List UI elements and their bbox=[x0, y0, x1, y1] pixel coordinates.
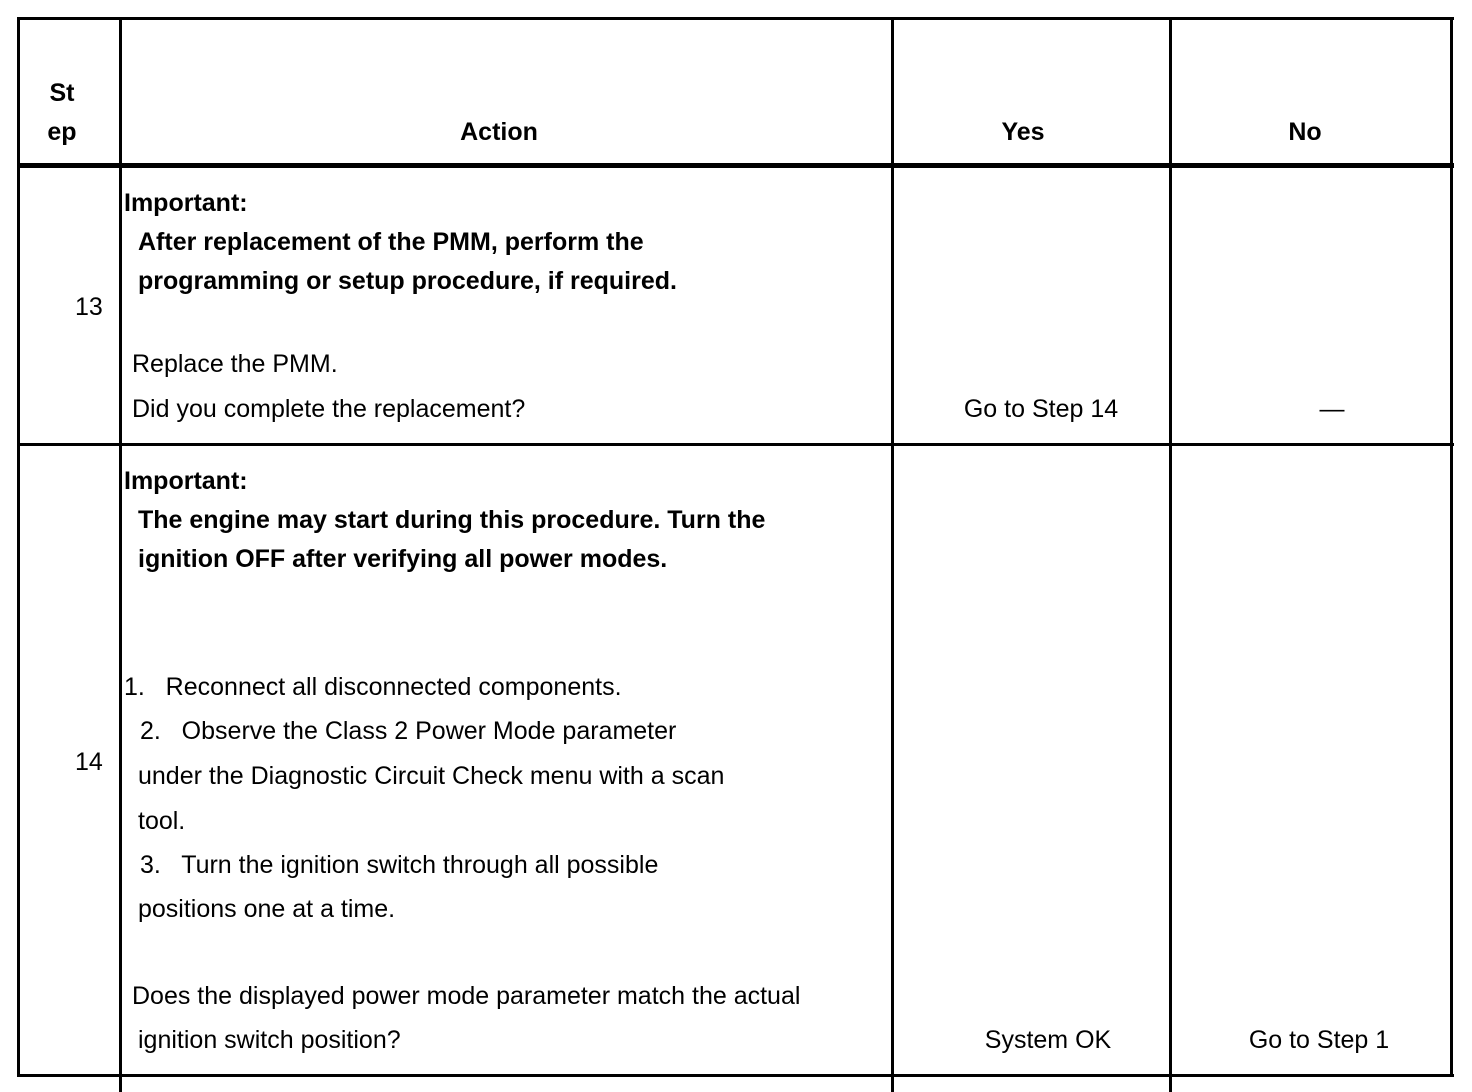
important-text: programming or setup procedure, if required. bbox=[138, 267, 677, 295]
yes-no-divider bbox=[1169, 17, 1172, 1092]
step-number: 13 bbox=[75, 293, 103, 321]
header-step-line1: St bbox=[49, 79, 75, 107]
yes-result: Go to Step 14 bbox=[963, 395, 1119, 423]
header-bottom-border bbox=[17, 163, 1454, 168]
right-border bbox=[1450, 17, 1453, 1077]
action-step-2-cont: tool. bbox=[138, 807, 186, 835]
step-action-divider bbox=[119, 17, 122, 1092]
no-result: — bbox=[1319, 395, 1345, 423]
header-yes: Yes bbox=[1001, 118, 1045, 146]
important-label: Important: bbox=[124, 467, 248, 495]
header-step-line2: ep bbox=[47, 118, 77, 146]
action-step-2-cont: under the Diagnostic Circuit Check menu with a scan bbox=[138, 762, 725, 790]
action-yes-divider bbox=[891, 17, 894, 1092]
important-text: ignition OFF after verifying all power modes. bbox=[138, 545, 668, 573]
header-no: No bbox=[1288, 118, 1322, 146]
table-bottom-border bbox=[17, 1074, 1454, 1077]
action-step-3: 3. Turn the ignition switch through all possible bbox=[140, 851, 659, 879]
important-text: The engine may start during this procedure. Turn the bbox=[138, 506, 766, 534]
step-number: 14 bbox=[75, 748, 103, 776]
important-label: Important: bbox=[124, 189, 248, 217]
action-question: Does the displayed power mode parameter match the actual bbox=[132, 982, 801, 1010]
action-question-cont: ignition switch position? bbox=[138, 1026, 401, 1054]
action-question: Did you complete the replacement? bbox=[132, 395, 526, 423]
header-action: Action bbox=[460, 118, 538, 146]
action-text: Replace the PMM. bbox=[132, 350, 338, 378]
action-step-1: 1. Reconnect all disconnected components. bbox=[124, 673, 622, 701]
action-step-2: 2. Observe the Class 2 Power Mode parameter bbox=[140, 717, 677, 745]
table-top-border bbox=[17, 17, 1454, 20]
action-step-3-cont: positions one at a time. bbox=[138, 895, 396, 923]
left-border bbox=[17, 17, 20, 1077]
important-text: After replacement of the PMM, perform the bbox=[138, 228, 644, 256]
no-result: Go to Step 1 bbox=[1248, 1026, 1390, 1054]
row-13-bottom-border bbox=[17, 443, 1454, 446]
yes-result: System OK bbox=[984, 1026, 1112, 1054]
